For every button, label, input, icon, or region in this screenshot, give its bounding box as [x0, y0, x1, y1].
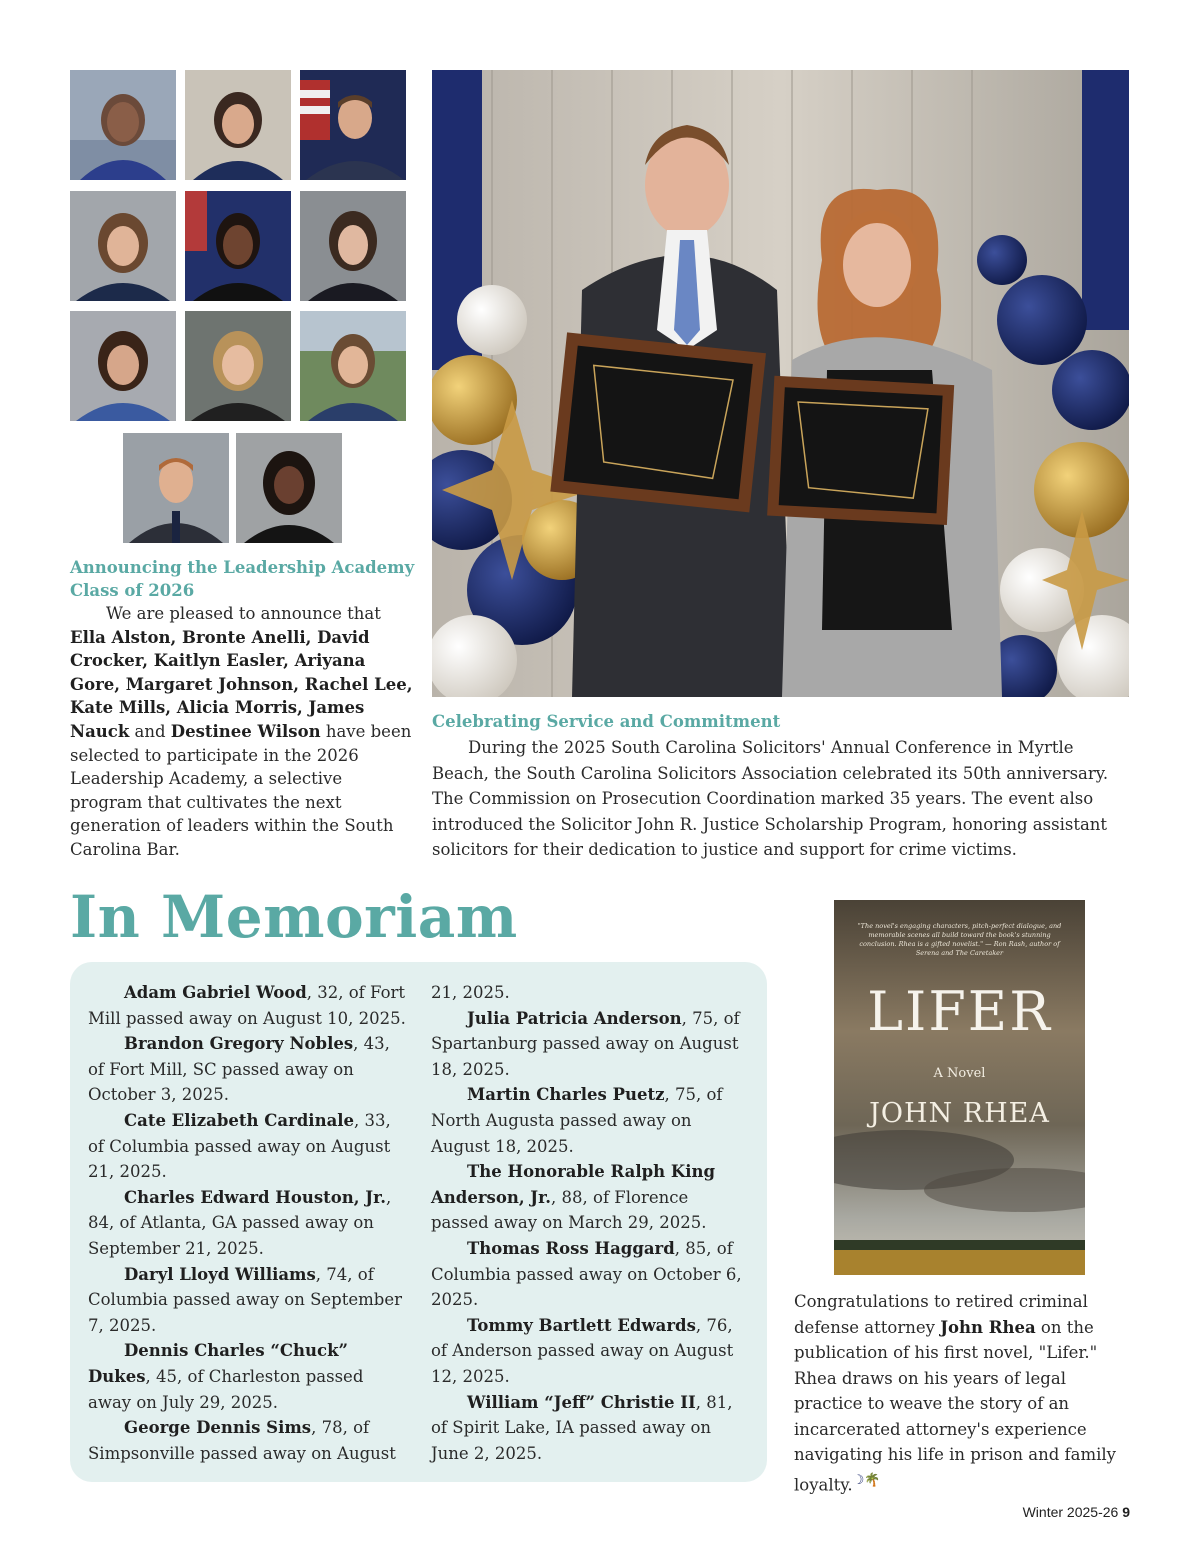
memoriam-name: Julia Patricia Anderson — [467, 1008, 682, 1028]
memoriam-entry — [431, 1159, 751, 1236]
memoriam-entry — [88, 1415, 408, 1466]
memoriam-entry — [431, 1006, 751, 1083]
memoriam-detail: , 33, of Columbia passed away on August 21, 2025. — [88, 1110, 391, 1182]
memoriam-detail: , 75, of Spartanburg passed away on August 18, 2025. — [431, 1008, 740, 1079]
headshot-photo — [300, 311, 406, 421]
book-author: JOHN RHEA — [869, 1098, 1050, 1129]
event-text: During the 2025 South Carolina Solicitors' Annual Conference in Myrtle Beach, the South Carolina Solicitors Association celebrated its 50th anniversary. The Commission on Prosecution Coordination marked 35 years. The event also introduced the Solicitor John R. Justice Scholarship Program, honoring assistant solicitors for their dedication to justice and support for crime victims. — [432, 738, 1109, 859]
leadership-intro: We are pleased to announce that — [106, 604, 381, 623]
memoriam-name: Thomas Ross Haggard — [467, 1238, 675, 1258]
memoriam-name: George Dennis Sims — [124, 1418, 312, 1438]
book-caption-text-2: on the publication of his first novel, "Lifer." Rhea draws on his years of legal practice to weave the story of an incarcerated attorney's experience navigating his life in prison and family loyalty. — [794, 1317, 1116, 1494]
book-subtitle: A Novel — [933, 1066, 986, 1081]
memoriam-detail: , 84, of Atlanta, GA passed away on September 21, 2025. — [88, 1187, 392, 1258]
page-number: 9 — [1122, 1504, 1130, 1520]
event-paragraph — [432, 735, 1132, 863]
issue-label: Winter 2025-26 — [1022, 1504, 1119, 1520]
headshot-photo — [300, 70, 406, 180]
memoriam-detail: , 75, of North Augusta passed away on August 18, 2025. — [431, 1085, 723, 1156]
memoriam-continuation: 21, 2025. — [431, 983, 510, 1002]
leadership-and: and — [129, 721, 171, 741]
page-footer — [1023, 1504, 1130, 1520]
memoriam-entry — [431, 1082, 751, 1159]
memoriam-detail: , 45, of Charleston passed away on July 29, 2025. — [88, 1366, 364, 1412]
event-heading: Celebrating Service and Commitment — [432, 712, 781, 731]
memoriam-name: Daryl Lloyd Williams — [124, 1264, 316, 1284]
memoriam-detail: , 74, of Columbia passed away on September 7, 2025. — [88, 1264, 402, 1335]
memoriam-entry — [431, 1390, 751, 1467]
memoriam-heading: In Memoriam — [70, 883, 518, 951]
memoriam-detail: , 76, of Anderson passed away on August 12, 2025. — [431, 1315, 734, 1386]
leadership-heading: Announcing the Leadership Academy Class of 2026 — [70, 558, 415, 600]
memoriam-name: Charles Edward Houston, Jr. — [124, 1187, 387, 1207]
book-cover — [834, 900, 1085, 1275]
memoriam-entry — [431, 1313, 751, 1390]
memoriam-name: The Honorable Ralph King Anderson, Jr. — [431, 1162, 716, 1207]
headshot-photo — [70, 191, 176, 301]
memoriam-name: Cate Elizabeth Cardinale — [124, 1110, 355, 1130]
headshot-photo — [185, 70, 291, 180]
headshot-photo — [123, 433, 229, 543]
leadership-rest: have been selected to participate in the 2026 Leadership Academy, a selective program that cultivates the next generation of leaders within the South Carolina Bar. — [70, 721, 412, 859]
memoriam-name: Martin Charles Puetz — [467, 1085, 665, 1105]
memoriam-name: William “Jeff” Christie II — [467, 1392, 696, 1412]
memoriam-entry — [88, 1108, 408, 1185]
memoriam-column-1 — [88, 980, 408, 1466]
memoriam-detail: , 81, of Spirit Lake, IA passed away on June 2, 2025. — [431, 1392, 733, 1463]
headshot-photo — [70, 311, 176, 421]
book-caption-text: Congratulations to retired criminal defense attorney — [794, 1292, 1088, 1337]
book-title: LIFER — [867, 980, 1052, 1043]
memoriam-detail: , 32, of Fort Mill passed away on August 10, 2025. — [88, 983, 406, 1028]
memoriam-entry — [431, 1236, 751, 1313]
memoriam-entry — [88, 1338, 408, 1415]
memoriam-detail: , 78, of Simpsonville passed away on August — [88, 1418, 396, 1463]
leadership-paragraph — [70, 602, 415, 862]
memoriam-detail: , 43, of Fort Mill, SC passed away on October 3, 2025. — [88, 1034, 390, 1105]
memoriam-detail: , 85, of Columbia passed away on October 6, 2025. — [431, 1238, 742, 1310]
headshot-photo — [300, 191, 406, 301]
memoriam-name: Adam Gabriel Wood — [124, 983, 307, 1002]
memoriam-entry — [88, 1031, 408, 1108]
memoriam-detail: , 88, of Florence passed away on March 29, 2025. — [431, 1187, 707, 1233]
memoriam-column-2 — [431, 980, 751, 1466]
book-quote: "The novel's engaging characters, pitch-perfect dialogue, and memorable scenes all build toward the book's stunning conclusion. Rhea is a gifted novelist." — Ron Rash, author of Serena and The Caretaker — [857, 922, 1062, 957]
leadership-names: Ella Alston, Bronte Anelli, David Crocker, Kaitlyn Easler, Ariyana Gore, Margaret Johnson, Rachel Lee, Kate Mills, Alicia Morris, James Nauck — [70, 627, 413, 741]
memoriam-name: Tommy Bartlett Edwards — [467, 1315, 696, 1335]
book-author-name: John Rhea — [940, 1317, 1036, 1337]
headshot-photo — [185, 191, 291, 301]
palmetto-moon-icon: ☽🌴 — [852, 1472, 881, 1488]
memoriam-name: Brandon Gregory Nobles — [124, 1034, 354, 1054]
headshot-photo — [236, 433, 342, 543]
memoriam-entry — [88, 980, 408, 1031]
memoriam-entry — [88, 1185, 408, 1262]
memoriam-name: Dennis Charles “Chuck” Dukes — [88, 1341, 348, 1386]
memoriam-entry — [88, 1262, 408, 1339]
headshot-photo — [185, 311, 291, 421]
leadership-last-name: Destinee Wilson — [170, 721, 321, 741]
award-ceremony-photo — [432, 70, 1129, 697]
book-caption — [794, 1289, 1139, 1498]
headshot-photo — [70, 70, 176, 180]
